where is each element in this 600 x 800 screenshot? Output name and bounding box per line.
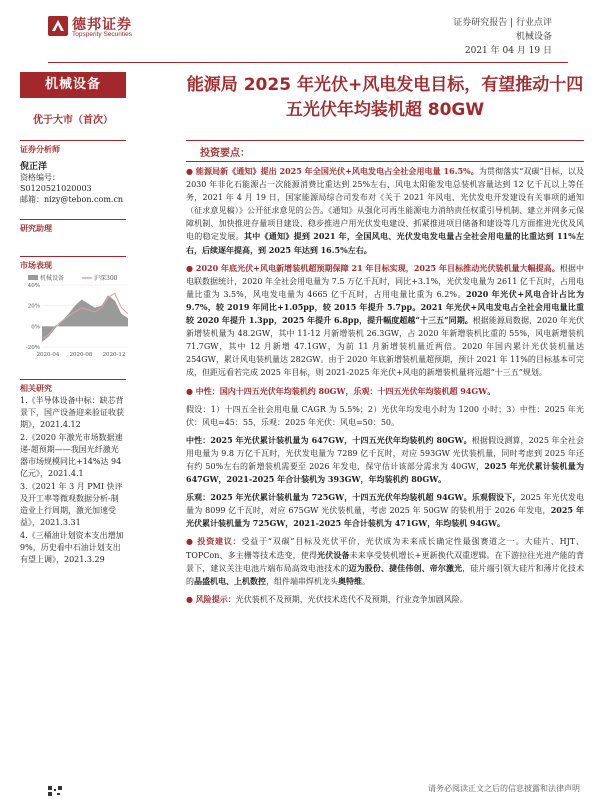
- market-chart: [20, 273, 126, 365]
- paragraph-text: 未来享受装机增长+更新换代双重逻辑。在下游拉往光进产能的背景下，建议关注电池片端布局高效电池技术的: [186, 550, 584, 573]
- paragraph-4: [186, 403, 584, 429]
- paragraph-emphasis: 晶盛机电、上机数控: [194, 575, 266, 586]
- bullet-icon: ●: [186, 536, 198, 547]
- report-meta: [453, 16, 552, 58]
- paragraph-text: 假设：1）十四五全社会用电量 CAGR 为 5.5%；2）光伏年均发电小时为 1200 小时；3）中性：2025 年光伏：风电=45：55，乐观：2025 年光伏：风电=50：50。: [186, 404, 584, 427]
- key-points-bar: [186, 140, 584, 162]
- paragraph-lead: 风险提示：: [195, 593, 236, 604]
- paragraph-lead: 能源局新《通知》提出 2025 年全国光伏+风电发电占全社会用电量 16.5%。: [195, 166, 479, 176]
- analyst-email[interactable]: 邮箱：nizy@tebon.com.cn: [20, 195, 124, 204]
- legend-label-hs300: 沪深300: [94, 275, 118, 282]
- paragraph-lead: 投资建议：: [197, 536, 242, 547]
- x-tick-label: 2020-08: [69, 352, 93, 358]
- market-performance-heading: 市场表现: [20, 256, 126, 271]
- analyst-heading: 证券分析师: [20, 140, 126, 155]
- paragraph-2: [186, 262, 584, 380]
- report-title: 能源局 2025 年光伏+风电发电目标，有望推动十四五光伏年均装机超 80GW: [186, 75, 584, 120]
- related-research-heading: 相关研究: [20, 379, 126, 394]
- report-date: 2021 年 04 月 19 日: [464, 46, 552, 56]
- legend-swatch-machinery: [28, 275, 38, 280]
- paragraph-emphasis: 光伏设备: [317, 549, 350, 560]
- x-tick-label: 2020-04: [36, 352, 60, 358]
- paragraph-lead: 2020 年底光伏+风电新增装机超预期保障 21 年目标实现，2025 年目标推动光伏装机量大幅提高。: [195, 262, 560, 273]
- sidebar: [20, 72, 126, 566]
- paragraph-text: 。: [362, 576, 370, 586]
- qr-code-icon: [48, 786, 62, 796]
- header-divider: [48, 62, 568, 63]
- company-name-en: Topsperity Securities: [72, 31, 132, 38]
- series-machinery-area: [42, 295, 128, 342]
- report-industry: 机械设备: [515, 32, 552, 42]
- related-research-item[interactable]: 4.《三桶油计划资本支出增加 9%，历史看中石油计划支出有望上调》，2021.3.29: [20, 531, 124, 564]
- research-assistant-heading: 研究助理: [20, 219, 126, 234]
- y-tick-label: 0%: [31, 324, 40, 331]
- report-body: [186, 165, 584, 611]
- market-chart-svg: [20, 273, 132, 361]
- paragraph-emphasis: 其中《通知》提到 2021 年，全国风电、光伏发电发电量占全社会用电量的比重达到 11%左右，后续逐年提高，到 2025 年达到 16.5%左右。: [186, 231, 584, 255]
- bullet-icon: ●: [186, 166, 196, 176]
- paragraph-lead: 乐观：2025 年光伏累计装机量为 725GW，十四五光伏年均装机超 94GW。乐观假设下，: [186, 492, 521, 503]
- bullet-icon: ●: [186, 593, 196, 604]
- paragraph-emphasis: 奥特维: [338, 575, 362, 586]
- related-research-item[interactable]: 2.《2020 年激光市场数据速递-超预期——我国光纤激光器市场规模同比+14%达 94 亿元》，2021.4.1: [20, 433, 123, 478]
- report-type: 证券研究报告 | 行业点评: [453, 18, 552, 28]
- paragraph-lead: 中性：国内十四五光伏年均装机约 80GW，乐观：十四五光伏年均装机超 94GW。: [195, 385, 496, 396]
- paragraph-text: 根据中电联数据统计，2020 年全社会用电量为 7.5 万亿千瓦时，同比+3.1%，光伏发电量为 2611 亿千瓦时，占用电量比重为 3.5%，风电发电量为 4665 亿千瓦时，占用电量比重为 6.2%。: [186, 263, 584, 299]
- related-research-item[interactable]: 3.《2021 年 3 月 PMI 快评及开工率等微观数据分析-制造业上行周期，激光加速受益》，2021.3.31: [20, 482, 123, 527]
- paragraph-text: 为贯彻落实“双碳”目标，以及 2030 年非化石能源占一次能源消费比重达到 25%左右、风电太阳能发电总装机容量达到 12 亿千瓦以上等任务，2021 年 4 月 19 日，国家能源局综合司发布对《关于 2021 年风电、光伏发电开发建设有关事项的通知（征求意见稿）》公开征求意见的公告。《通知》从强化可再生能源电力消纳责任权重引导机制、建立并网多元保障机制、加快推进存量项目建设、稳步推进户用光伏发电建设、抓紧推进项目储备和建设等几方面推进光伏及风电的稳定发展。: [186, 167, 584, 242]
- paragraph-7: [186, 535, 584, 587]
- bullet-icon: ●: [186, 385, 196, 396]
- rating: 优于大市（首次）: [33, 115, 113, 126]
- footer-disclaimer: 请务必阅读正文之后的信息披露和法律声明: [428, 784, 580, 793]
- key-points-label: 投资要点：: [200, 148, 250, 159]
- paragraph-5: [186, 434, 584, 486]
- company-logo-icon: [48, 16, 68, 36]
- company-name: 德邦证券: [72, 17, 132, 33]
- legend-label-machinery: 机械设备: [40, 275, 65, 282]
- paragraph-emphasis: 2025 年光伏累计装机量为 647GW，2021-2025 年合计装机为 393GW，年均装机约 80GW。: [186, 460, 584, 485]
- paragraph-text: 根据能源局数据，2020 年光伏新增装机量为 48.2GW，其中 11-12 月新增装机 26.3GW，占 2020 年新增装机比重的 55%，风电新增装机 71.7GW，其中 12 月新增 47.1GW，为前 11 月新增装机量近两倍。2020 年国内累计光伏装机量达 254GW，累计风电装机量达 282GW。由于 2020 年底新增装机量超预期，预计 2021 年 11%的目标基本可完成，但距远看若完成 2025 年目标，则 2021-2025 年光伏+风电的新增装机量将远超“十三五”规划。: [186, 316, 584, 378]
- paragraph-text: 根据假设测算，2025 年全社会用电量为 9.8 万亿千瓦时，光伏发电量为 7289 亿千瓦时，对应 593GW 光伏装机量，同时考虑到 2025 年还有约 50%左右的新增装机需要至 2026 年发电，保守估计该部分需求为 40GW，: [186, 435, 584, 471]
- paragraph-text: ，组件端串焊机龙头: [266, 576, 338, 586]
- related-research-item[interactable]: 1.《半导体设备中标：缺芯背景下，国产设备迎来验证收获期》，2021.4.12: [20, 396, 124, 429]
- paragraph-3: [186, 385, 584, 398]
- bullet-icon: ●: [186, 262, 196, 273]
- paragraph-lead: 中性：2025 年光伏累计装机量为 647GW，十四五光伏年均装机约 80GW。: [186, 434, 472, 445]
- paragraph-emphasis: 迈为股份、捷佳伟创、帝尔激光: [348, 562, 463, 573]
- paragraph-text: 2025 年光伏发电量为 8099 亿千瓦时，对应 675GW 光伏装机量，考虑 2025 年 50GW 的装机用于 2026 年发电，: [186, 493, 584, 516]
- paragraph-emphasis: 2025 年光伏累计装机量为 725GW，2021-2025 年合计装机为 471GW，年均装机 94GW。: [186, 505, 584, 529]
- paragraph-1: [186, 165, 584, 257]
- y-tick-label: 40%: [27, 283, 40, 289]
- industry-category: 机械设备: [20, 72, 126, 98]
- paragraph-text: 受益于“双碳”目标及光伏平价，光伏成为未来成长确定性最强赛道之一。大硅片、HJT、TOPCon、多主栅等技术迭变，使得: [186, 537, 584, 560]
- paragraph-8: [186, 593, 584, 606]
- paragraph-emphasis: 2020 年光伏+风电合计占比为 9.7%，较 2019 年同比+1.05pp，较 2015 年提升 5.7pp。2021 年光伏+风电发电占全社会用电量比重较 2020 年提升 1.3pp，2025 年提升 6.8pp，提升幅度超越“十三五”同期。: [186, 288, 584, 326]
- y-tick-label: -20%: [25, 345, 40, 351]
- paragraph-text: 光伏装机不及预期，光伏技术迭代不及预期，行业竞争加剧风险。: [235, 594, 468, 604]
- analyst-license: 资格编号：S0120521020003: [20, 173, 92, 193]
- x-tick-label: 2020-12: [102, 352, 126, 358]
- paragraph-6: [186, 491, 584, 530]
- analyst-name: 倪正洋: [20, 162, 48, 172]
- y-tick-label: 20%: [27, 303, 40, 310]
- paragraph-text: ，硅片端引领大硅片和薄片化技术的: [186, 563, 584, 586]
